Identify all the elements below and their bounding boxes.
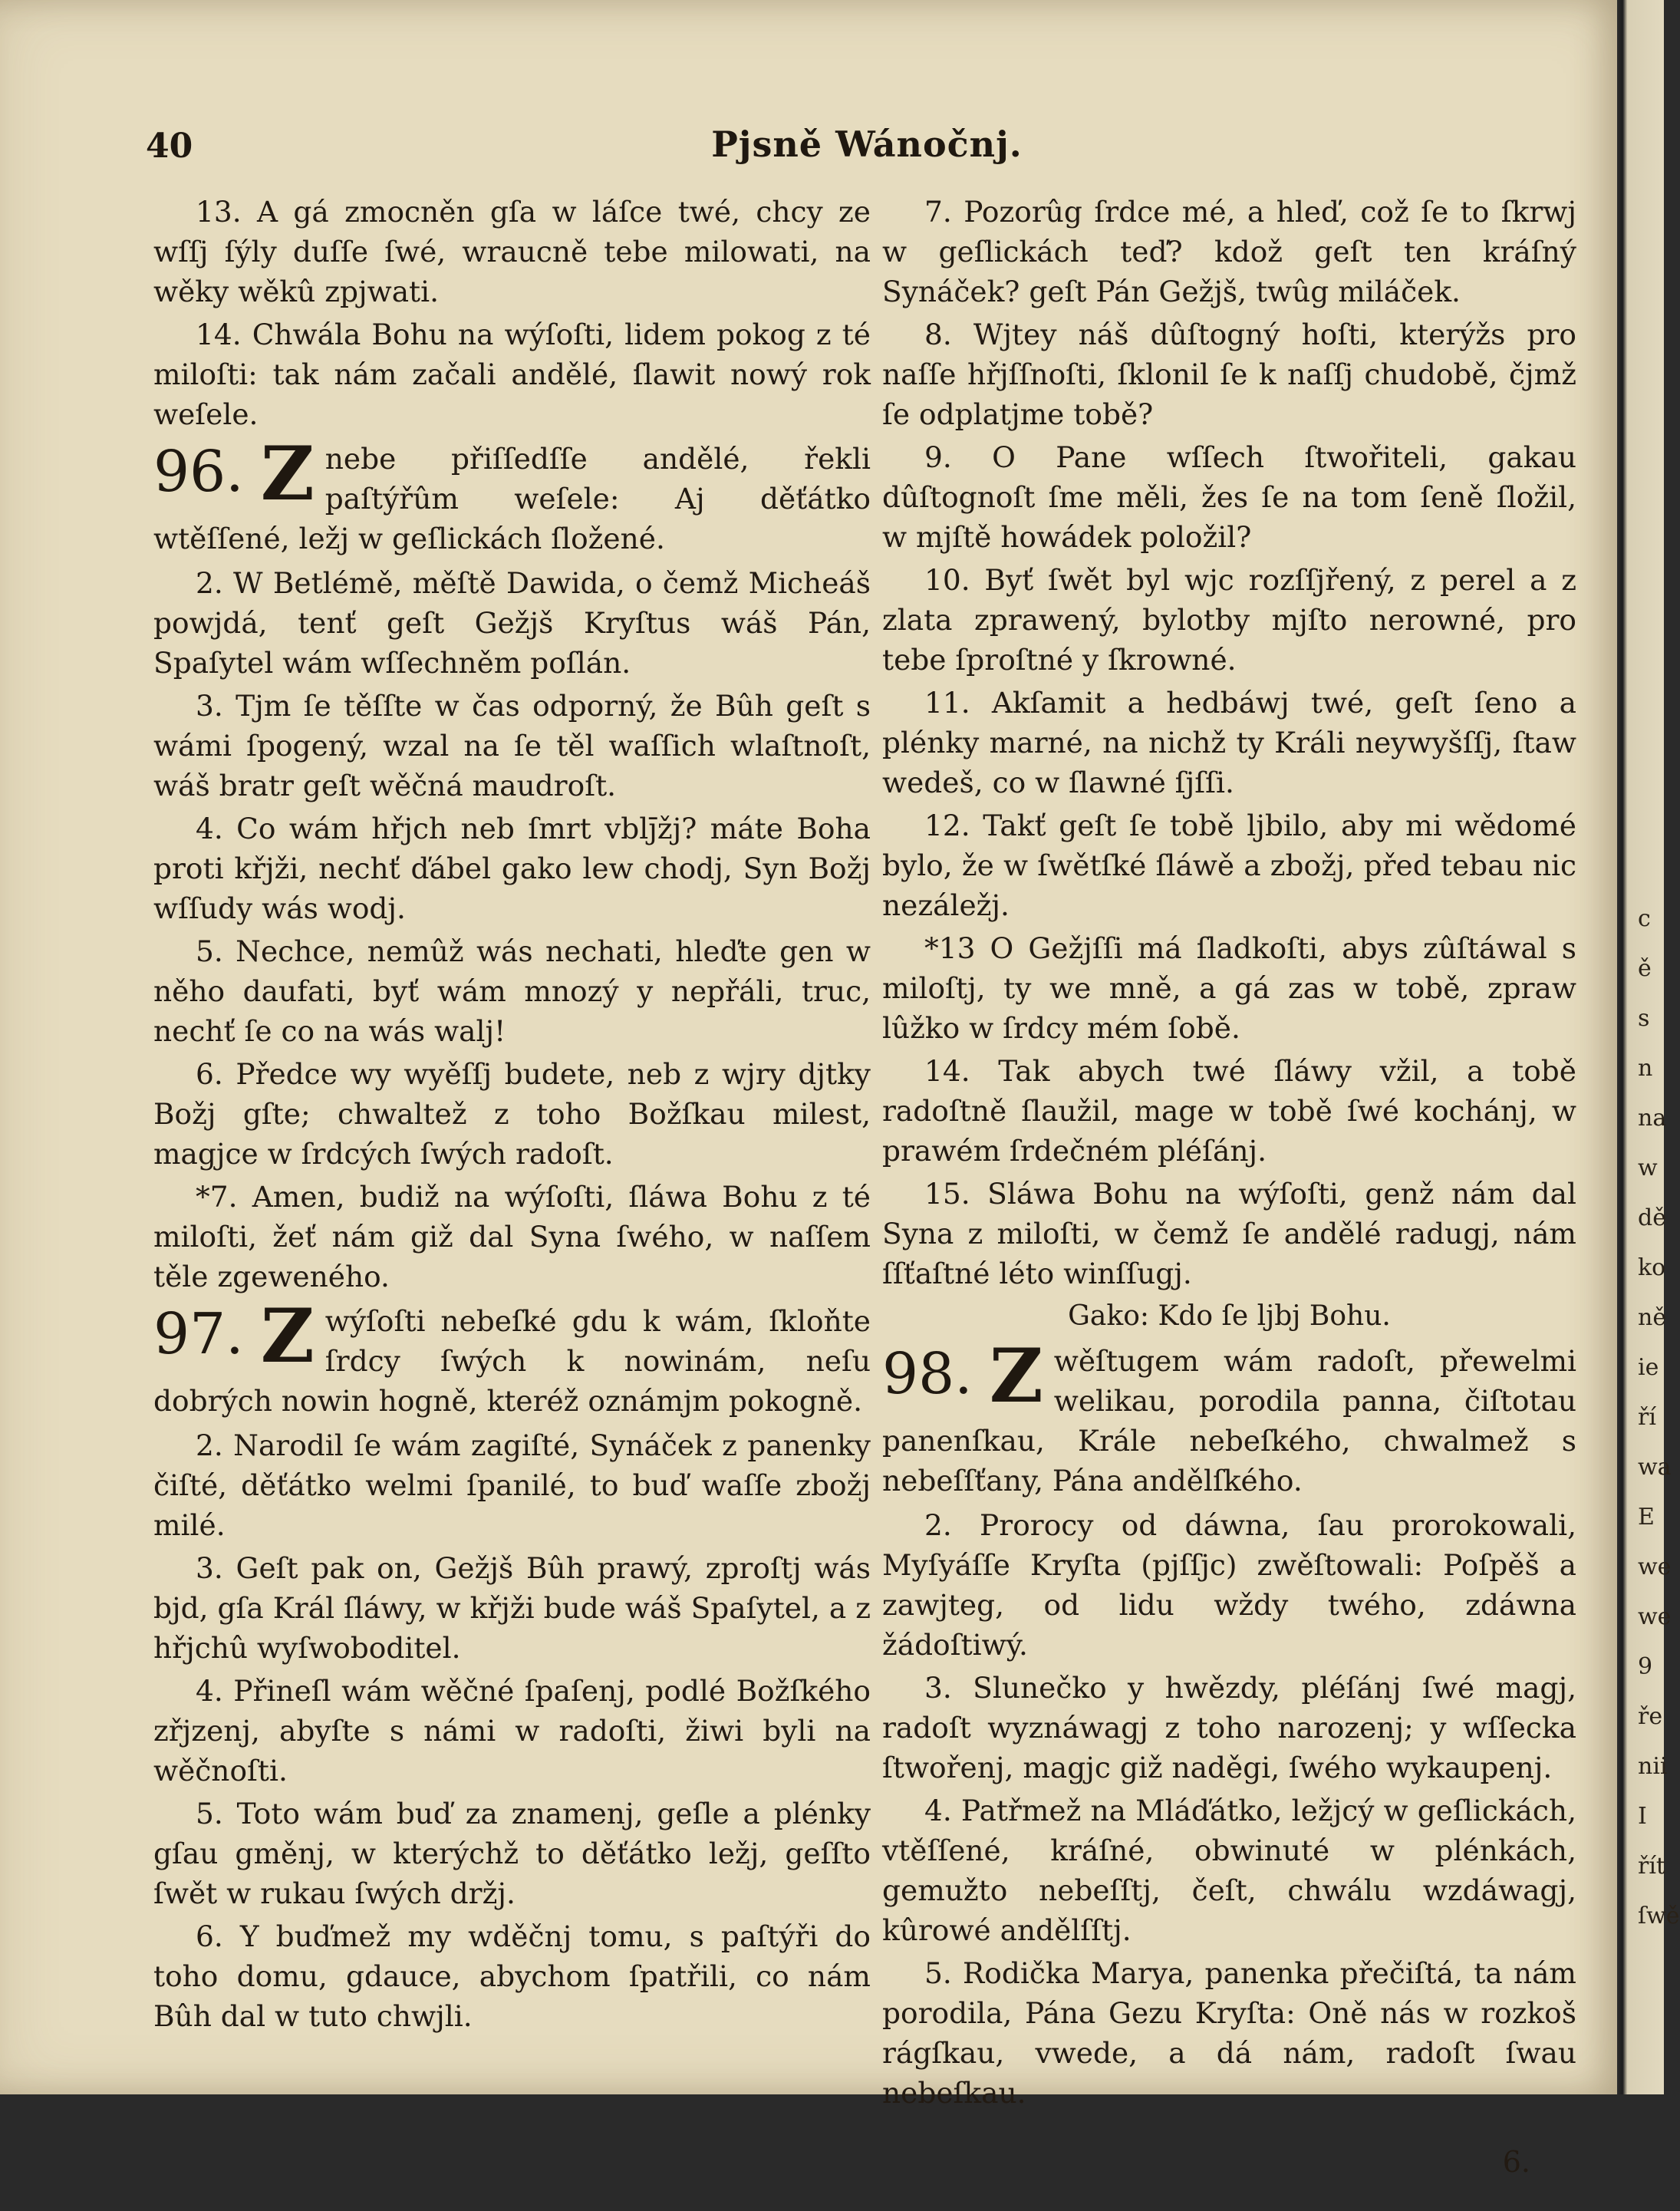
stanza: 4. Přineſl wám wěčné ſpaſenj, podlé Božſkého zřjzenj, abyſte s námi w radoſti, žiwi byli na wěčnoſti. [153,1674,871,1788]
edge-fragment: wa [1638,1454,1672,1481]
edge-fragment: řít [1638,1853,1665,1880]
stanza: 14. Tak abych twé ſláwy vžil, a tobě radoſtně ſlaužil, mage w tobě ſwé kochánj, w prawém ſrdečném pléſánj. [882,1054,1576,1168]
edge-fragment: dě [1638,1204,1666,1231]
edge-fragment: ſwě [1638,1903,1680,1929]
edge-fragment: ě [1638,955,1652,982]
stanza: 6. Y buďmež my wděčnj tomu, s paſtýři do toho domu, gdauce, abychom ſpatřili, co nám Bûh dal w tuto chwjli. [153,1919,871,2033]
stanza: 3. Geſt pak on, Gežjš Bûh prawý, zproſtj wás bjd, gſa Král ſláwy, w křjži bude wáš Spaſytel, a z hřjchû wyſwoboditel. [153,1551,871,1665]
hymn-text: wěſtugem wám radoſt, přewelmi welikau, porodila panna, čiſtotau panenſkau, Krále nebeſkého, chwalmež s nebeſſťany, Pána andělſkého. [882,1344,1576,1498]
edge-fragment: ie [1638,1354,1659,1381]
edge-fragment: we [1638,1603,1672,1630]
edge-fragment: c [1638,905,1651,932]
stanza: 4. Patřmež na Mláďátko, ležjcý w geſlickách, vtěſſené, kráſné, obwinuté w plénkách, gemužto nebeſſtj, čeſt, chwálu wzdáwagj, kûrowé andělſſtj. [882,1794,1576,1947]
hymn-text: nebe přiſſedſſe andělé, řekli paſtýřûm weſele: Aj děťátko wtěſſené, ležj w geſlickách ſložené. [153,442,871,555]
stanza: 3. Tjm ſe těſſte w čas odporný, že Bûh geſt s wámi ſpogený, wzal na ſe těl waſſich wlaſtnoſt, wáš bratr geſt wěčná maudroſt. [153,689,871,802]
stanza: 10. Byť ſwět byl wjc rozſſjřený, z perel a z zlata zprawený, bylotby mjſto nerowné, pro tebe ſproſtné y ſkrowné. [882,563,1576,677]
hymn-96 [153,430,871,559]
stanza: 5. Toto wám buď za znamenj, geſle a plénky gſau gměnj, w kterýchž to děťátko ležj, geſſto ſwět w rukau ſwých držj. [153,1797,871,1910]
edge-fragment: ko [1638,1254,1666,1281]
edge-fragment: n [1638,1055,1653,1082]
stanza: 7. Pozorûg ſrdce mé, a hleď, což ſe to ſkrwj w geſlickách teď? kdož geſt ten kráſný Synáček? geſt Pán Gežjš, twûg miláček. [882,195,1576,308]
edge-fragment: ří [1638,1404,1656,1431]
edge-fragment: ře [1638,1703,1663,1730]
stanza: 5. Rodička Marya, panenka přečiſtá, ta nám porodila, Pána Gezu Kryſta: Oně nás w rozkoš rágſkau, vwede, a dá nám, radoſt ſwau nebeſkau. [882,1956,1576,2110]
stanza: 8. Wjtey náš dûſtogný hoſti, kterýžs pro naſſe hřjſſnoſti, ſklonil ſe k naſſj chudobě, čjmž ſe odplatjme tobě? [882,318,1576,431]
stanza: *7. Amen, budiž na wýſoſti, ſláwa Bohu z té miloſti, žeť nám giž dal Syna ſwého, w naſſem těle zgeweného. [153,1180,871,1293]
drop-cap: Z [260,430,315,517]
page-header [146,124,1588,180]
drop-cap: Z [260,1293,315,1379]
edge-fragment: na [1638,1105,1667,1132]
stanza: 2. Prorocy od dáwna, ſau prorokowali, Myſyáſſe Kryſta (pjſſjc) zwěſtowali: Poſpěš a zawjteg, od lidu wždy twého, zdáwna žádoſtiwý. [882,1508,1576,1662]
hymn-text: wýſoſti nebeſké gdu k wám, ſkloňte ſrdcy ſwých k nowinám, neſu dobrých nowin hogně, kteréž oznámjm pokogně. [153,1304,871,1418]
stanza: 13. A gá zmocněn gſa w láſce twé, chcy ze wſſj ſýly duſſe ſwé, wraucně tebe milowati, na wěky wěkû zpjwati. [153,195,871,308]
stanza: 4. Co wám hřjch neb ſmrt vblj̄žj? máte Boha proti křjži, nechť ďábel gako lew chodj, Syn Božj wſſudy wás wodj. [153,812,871,925]
hymn-97 [153,1293,871,1421]
stanza: 12. Takť geſt ſe tobě ljbilo, aby mi wědomé bylo, že w ſwětſké ſláwě a zbožj, před tebau nic nezáležj. [882,809,1576,922]
stanza: 3. Slunečko y hwězdy, pléſánj ſwé magj, radoſt wyznáwagj z toho narozenj; y wſſecka ſtwořenj, magjc giž naděgi, ſwého wykaupenj. [882,1671,1576,1784]
stanza: *13 O Gežjſſi má ſladkoſti, abys zûſtáwal s miloſtj, ty we mně, a gá zas w tobě, zpraw lûžko w ſrdcy mém ſobě. [882,931,1576,1045]
page-number: 40 [146,127,193,166]
drop-cap: Z [989,1333,1043,1419]
stanza: 2. Narodil ſe wám zagiſté, Synáček z panenky čiſté, děťátko welmi ſpanilé, to buď waſſe zbožj milé. [153,1428,871,1542]
stanza: 15. Sláwa Bohu na wýſoſti, genž nám dal Syna z miloſti, w čemž ſe andělé radugj, nám ſſťaſtné léto winſſugj. [882,1177,1576,1290]
edge-fragment: s [1638,1005,1650,1032]
stanza: 11. Akſamit a hedbáwj twé, geſt ſeno a plénky marné, na nichž ty Králi neywyšſſj, ſtaw wedeš, co w ſlawné ſjſſi. [882,686,1576,799]
hymn-number: 98. [882,1341,973,1407]
edge-fragment: 9 [1638,1653,1653,1680]
hymn-number: 97. [153,1301,244,1367]
left-column [153,192,871,2039]
next-page-edge [1617,0,1667,2094]
tune-indication: Gako: Kdo ſe ljbj Bohu. [1068,1300,1391,1332]
stanza: 2. W Betlémě, měſtě Dawida, o čemž Micheáš powjdá, tenť geſt Gežjš Kryſtus wáš Pán, Spaſytel wám wſſechněm poſlán. [153,566,871,680]
right-column [882,192,1576,2211]
catchword: 6. [1502,2145,1530,2179]
running-title: Pjsně Wánočnj. [711,124,1023,165]
hymn-number: 96. [153,439,244,505]
edge-fragment: we [1638,1554,1672,1580]
edge-fragment: E [1638,1504,1655,1531]
edge-fragment: ně [1638,1304,1667,1331]
stanza: 6. Předce wy wyěſſj budete, neb z wjry djtky Božj gſte; chwaltež z toho Božſkau milest, magjce w ſrdcých ſwých radoſt. [153,1057,871,1171]
stanza: 9. O Pane wſſech ſtwořiteli, gakau dûſtognoſt ſme měli, žes ſe na tom ſeně ſložil, w mjſtě howádek položil? [882,440,1576,554]
stanza: 5. Nechce, nemûž wás nechati, hleďte gen w něho daufati, byť wám mnozý y nepřáli, truc, nechť ſe co na wás walj! [153,934,871,1048]
stanza: 14. Chwála Bohu na wýſoſti, lidem pokog z té miloſti: tak nám začali andělé, ſlawit nowý rok weſele. [153,318,871,431]
edge-fragment: w [1638,1155,1658,1181]
edge-fragment: nii [1638,1753,1668,1780]
edge-fragment: I [1638,1803,1647,1830]
hymn-98 [882,1333,1576,1501]
